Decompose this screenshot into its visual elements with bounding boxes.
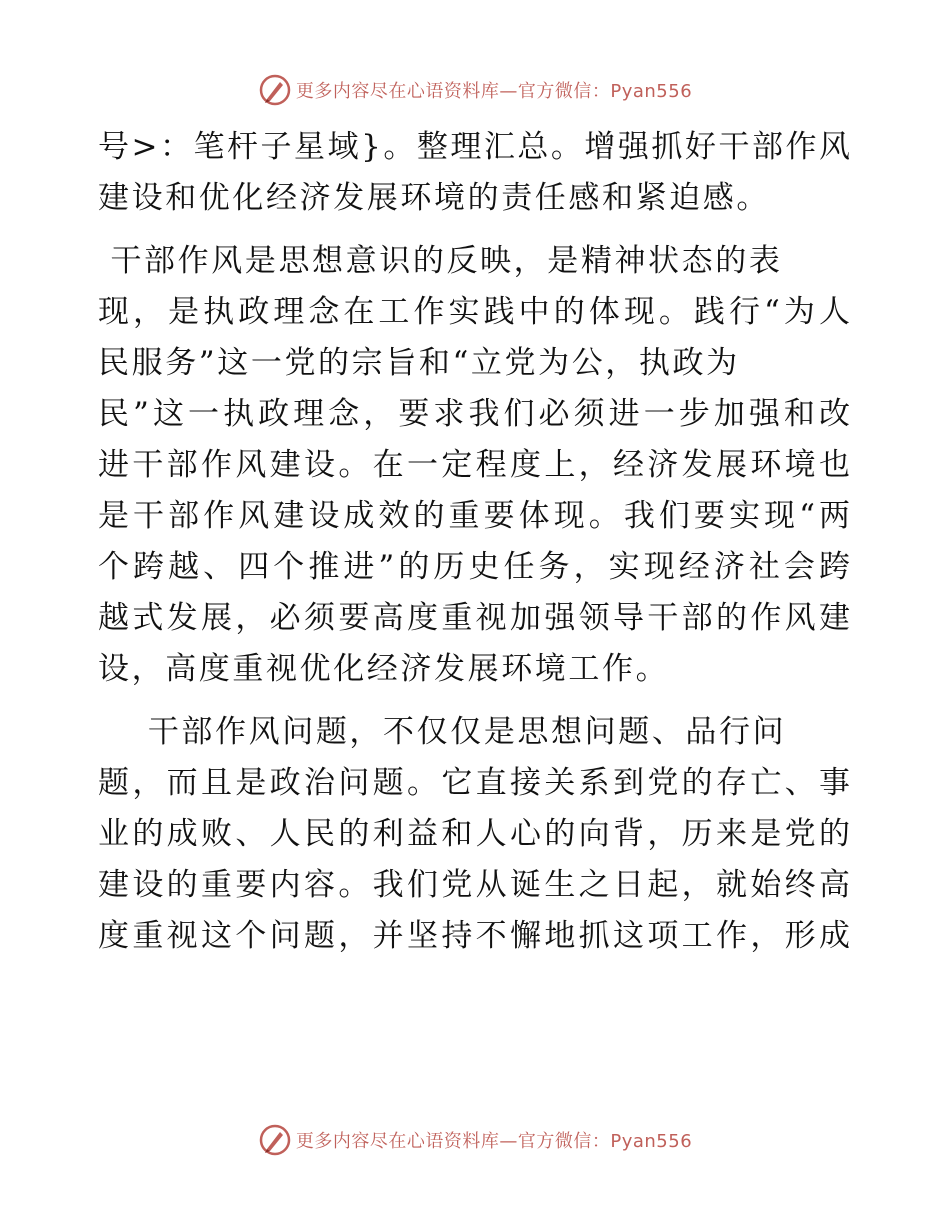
text-line: 度重视这个问题，并坚持不懈地抓这项工作，形成	[98, 918, 850, 954]
text-line: 个跨越、四个推进”的历史任务，实现经济社会跨	[98, 549, 850, 585]
text-line: 干部作风问题，不仅仅是思想问题、品行问	[98, 714, 787, 750]
text-line: 建设的重要内容。我们党从诞生之日起，就始终高	[98, 867, 850, 903]
text-line: 民服务”这一党的宗旨和“立党为公，执政为	[98, 345, 740, 381]
text-line: 民”这一执政理念，要求我们必须进一步加强和改	[98, 396, 850, 432]
paragraph	[98, 707, 850, 962]
paragraph	[98, 122, 850, 224]
text-line: 题，而且是政治问题。它直接关系到党的存亡、事	[98, 765, 850, 801]
text-line: 号>：笔杆子星域}。整理汇总。增强抓好干部作风	[98, 129, 850, 165]
pen-logo-icon	[258, 1123, 292, 1157]
text-line: 是干部作风建设成效的重要体现。我们要实现“两	[98, 498, 850, 534]
watermark-text: 更多内容尽在心语资料库—官方微信：Pyan556	[295, 81, 693, 102]
header-watermark	[0, 72, 950, 108]
text-line: 越式发展，必须要高度重视加强领导干部的作风建	[98, 600, 850, 636]
text-line: 现，是执政理念在工作实践中的体现。践行“为人	[98, 294, 850, 330]
text-line: 设，高度重视优化经济发展环境工作。	[98, 651, 670, 687]
footer-watermark	[0, 1122, 950, 1158]
text-line: 干部作风是思想意识的反映，是精神状态的表	[98, 243, 783, 279]
watermark-text: 更多内容尽在心语资料库—官方微信：Pyan556	[295, 1131, 693, 1152]
paragraph	[98, 236, 850, 695]
document-body	[98, 122, 850, 962]
text-line: 建设和优化经济发展环境的责任感和紧迫感。	[98, 180, 770, 216]
text-line: 业的成败、人民的利益和人心的向背，历来是党的	[98, 816, 850, 852]
text-line: 进干部作风建设。在一定程度上，经济发展环境也	[98, 447, 850, 483]
pen-logo-icon	[258, 73, 292, 107]
